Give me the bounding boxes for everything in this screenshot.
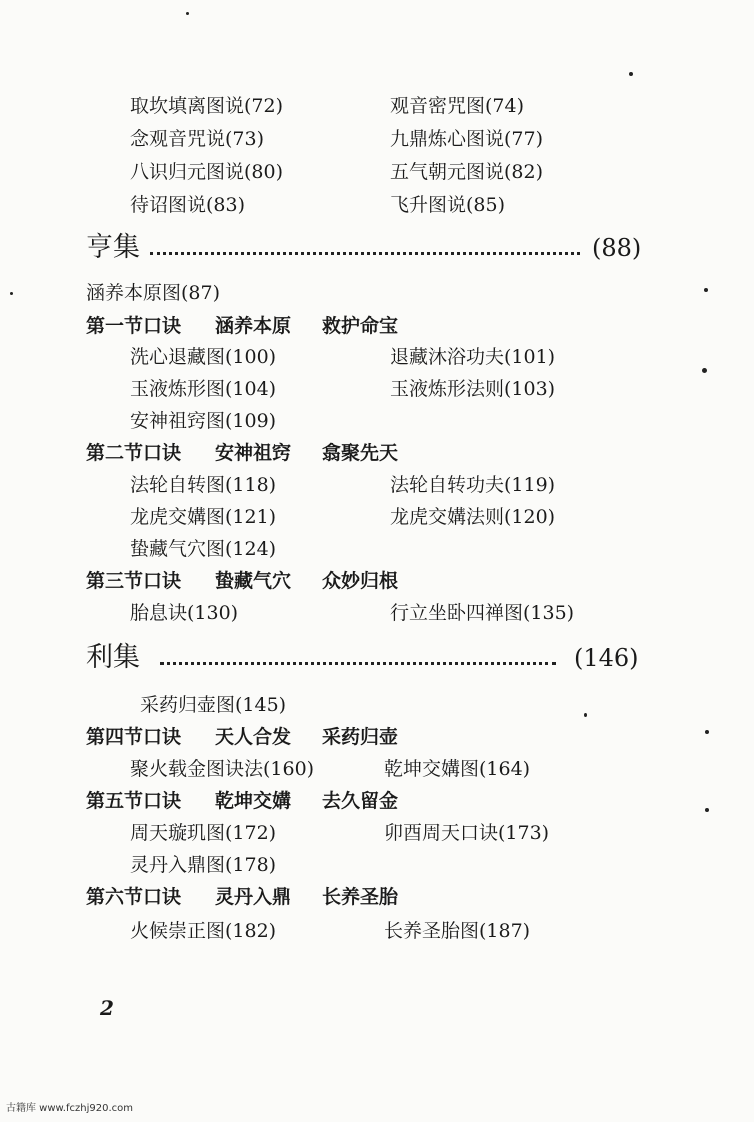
toc-row xyxy=(0,157,754,187)
section-title: 第五节口诀 xyxy=(86,790,182,812)
scan-speck xyxy=(705,730,709,734)
scan-speck xyxy=(705,808,709,812)
volume-heading: 利集 xyxy=(86,642,140,673)
section-title: 第二节口诀 xyxy=(86,442,182,464)
section-subtitle: 众妙归根 xyxy=(322,570,399,592)
footer-watermark: 古籍库 www.fczhj920.com xyxy=(6,1103,133,1114)
toc-entry: 安神祖窍图(109) xyxy=(130,410,277,432)
section-subtitle: 翕聚先天 xyxy=(322,442,399,464)
toc-row xyxy=(0,124,754,154)
toc-entry: 退藏沐浴功夫(101) xyxy=(390,346,556,368)
toc-entry: 玉液炼形图(104) xyxy=(130,378,277,400)
toc-row xyxy=(0,690,754,720)
section-subtitle: 采药归壶 xyxy=(322,726,399,748)
section-subtitle: 蛰藏气穴 xyxy=(215,570,292,592)
section-subtitle: 长养圣胎 xyxy=(322,886,399,908)
scan-speck xyxy=(186,12,189,15)
toc-entry: 洗心退藏图(100) xyxy=(130,346,277,368)
scan-speck xyxy=(10,292,13,295)
toc-entry: 采药归壶图(145) xyxy=(140,694,287,716)
toc-entry: 法轮自转功夫(119) xyxy=(390,474,556,496)
toc-row xyxy=(0,342,754,372)
toc-entry: 灵丹入鼎图(178) xyxy=(130,854,277,876)
volume-page-number: (88) xyxy=(592,234,642,262)
toc-entry: 卯酉周天口诀(173) xyxy=(384,822,550,844)
toc-entry: 五气朝元图说(82) xyxy=(390,161,544,183)
toc-row xyxy=(0,722,754,752)
toc-row xyxy=(0,470,754,500)
section-title: 第四节口诀 xyxy=(86,726,182,748)
section-subtitle: 灵丹入鼎 xyxy=(215,886,292,908)
dot-leaders xyxy=(160,662,556,665)
toc-row xyxy=(0,91,754,121)
section-title: 第三节口诀 xyxy=(86,570,182,592)
toc-entry: 蛰藏气穴图(124) xyxy=(130,538,277,560)
toc-row xyxy=(0,438,754,468)
scan-speck xyxy=(584,713,587,717)
toc-entry: 周天璇玑图(172) xyxy=(130,822,277,844)
toc-row xyxy=(0,754,754,784)
section-subtitle: 去久留金 xyxy=(322,790,399,812)
toc-row xyxy=(0,818,754,848)
section-title: 第六节口诀 xyxy=(86,886,182,908)
toc-row xyxy=(0,190,754,220)
toc-entry: 长养圣胎图(187) xyxy=(384,920,531,942)
volume-page-number: (146) xyxy=(574,644,639,672)
scan-speck xyxy=(702,368,707,373)
section-title: 第一节口诀 xyxy=(86,315,182,337)
volume-heading: 亨集 xyxy=(86,232,140,263)
section-subtitle: 救护命宝 xyxy=(322,315,399,337)
toc-entry: 观音密咒图(74) xyxy=(390,95,525,117)
toc-entry: 火候崇正图(182) xyxy=(130,920,277,942)
dot-leaders xyxy=(150,252,580,255)
scan-speck xyxy=(629,72,633,76)
toc-row xyxy=(0,598,754,628)
toc-row xyxy=(0,502,754,532)
toc-row xyxy=(0,406,754,436)
toc-row xyxy=(0,278,754,308)
toc-entry: 龙虎交媾法则(120) xyxy=(390,506,556,528)
toc-entry: 取坎填离图说(72) xyxy=(130,95,284,117)
toc-entry: 待诏图说(83) xyxy=(130,194,246,216)
toc-entry: 行立坐卧四禅图(135) xyxy=(390,602,575,624)
toc-row xyxy=(0,640,754,680)
section-subtitle: 天人合发 xyxy=(215,726,292,748)
toc-row xyxy=(0,850,754,880)
toc-row xyxy=(0,916,754,946)
toc-entry: 胎息诀(130) xyxy=(130,602,239,624)
toc-entry: 乾坤交媾图(164) xyxy=(384,758,531,780)
toc-entry: 九鼎炼心图说(77) xyxy=(390,128,544,150)
section-subtitle: 安神祖窍 xyxy=(215,442,292,464)
toc-row xyxy=(0,534,754,564)
toc-entry: 聚火载金图诀法(160) xyxy=(130,758,315,780)
page-number: 2 xyxy=(100,996,114,1020)
toc-entry: 八识归元图说(80) xyxy=(130,161,284,183)
toc-entry: 念观音咒说(73) xyxy=(130,128,265,150)
toc-row xyxy=(0,786,754,816)
toc-row xyxy=(0,374,754,404)
scan-speck xyxy=(704,288,708,292)
toc-row xyxy=(0,566,754,596)
toc-entry: 龙虎交媾图(121) xyxy=(130,506,277,528)
toc-row xyxy=(0,311,754,341)
toc-row xyxy=(0,882,754,912)
toc-entry: 飞升图说(85) xyxy=(390,194,506,216)
toc-entry: 法轮自转图(118) xyxy=(130,474,277,496)
toc-row xyxy=(0,230,754,270)
toc-entry: 涵养本原图(87) xyxy=(86,282,221,304)
toc-entry: 玉液炼形法则(103) xyxy=(390,378,556,400)
section-subtitle: 乾坤交媾 xyxy=(215,790,292,812)
section-subtitle: 涵养本原 xyxy=(215,315,292,337)
